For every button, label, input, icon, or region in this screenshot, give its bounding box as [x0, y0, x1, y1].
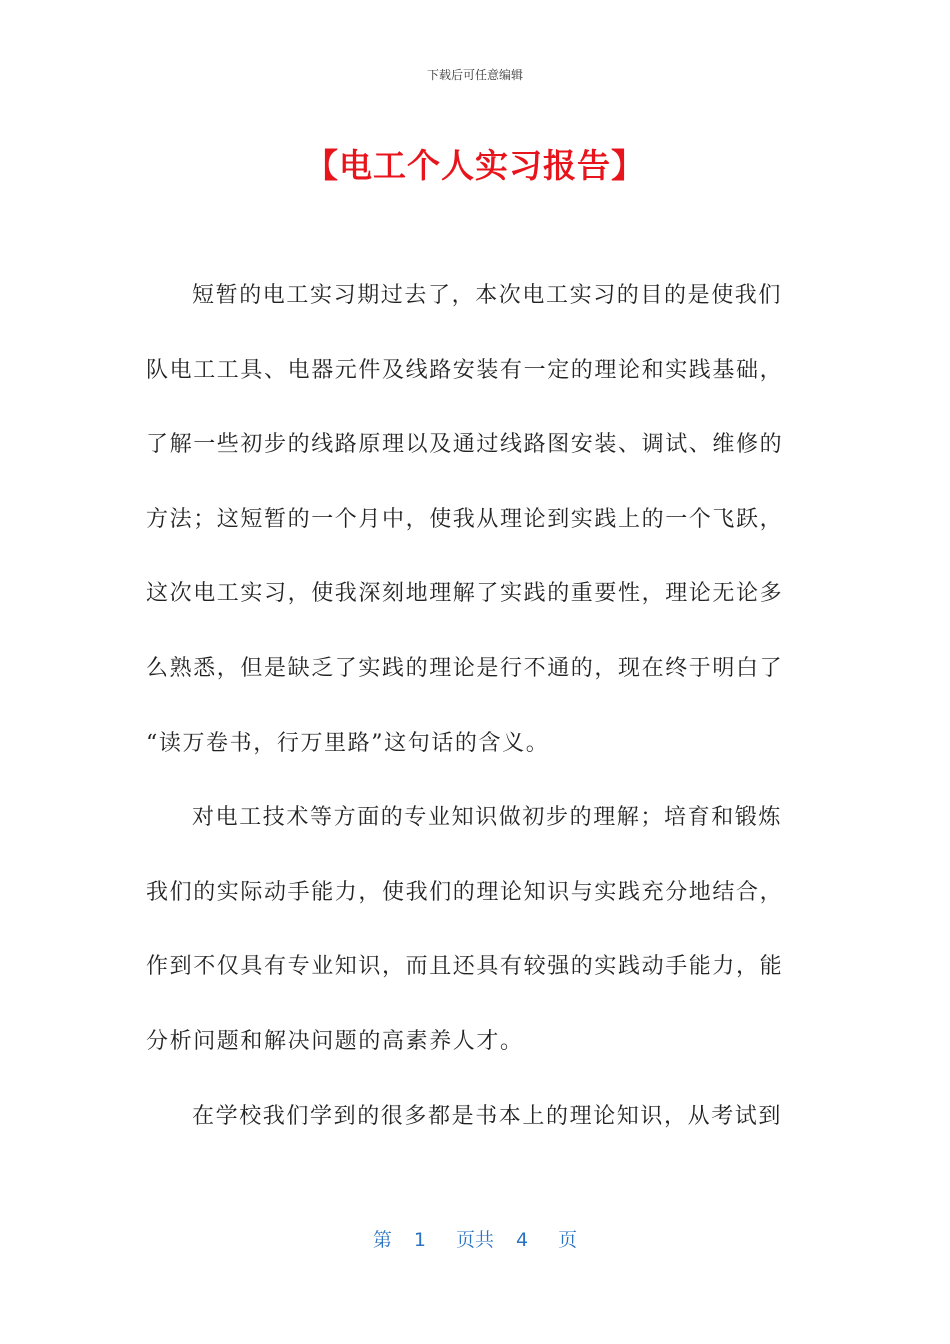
footer-page-mid: 页共 — [455, 1229, 494, 1251]
page-header-note: 下载后可任意编辑 — [426, 68, 523, 82]
document-title: 【电工个人实习报告】 — [305, 146, 645, 185]
paragraph-3-line-1: 在学校我们学到的很多都是书本上的理论知识，从考试到 — [192, 1103, 783, 1129]
page-footer — [0, 1225, 950, 1252]
document-body — [146, 270, 806, 1165]
paragraph-1-line-3: 了解一些初步的线路原理以及通过线路图安装、调试、维修的 — [146, 432, 784, 458]
paragraph-2-line-2: 我们的实际动手能力，使我们的理论知识与实践充分地结合， — [146, 879, 784, 905]
paragraph-2-line-4: 分析问题和解决问题的高素养人才。 — [146, 1028, 524, 1054]
footer-page-current: 1 — [413, 1229, 426, 1251]
footer-page-prefix: 第 — [372, 1229, 392, 1251]
paragraph-1-line-5: 这次电工实习，使我深刻地理解了实践的重要性，理论无论多 — [146, 581, 784, 607]
paragraph-1-line-2: 队电工工具、电器元件及线路安装有一定的理论和实践基础， — [146, 357, 784, 383]
footer-page-total: 4 — [516, 1229, 529, 1251]
paragraph-2-line-3: 作到不仅具有专业知识，而且还具有较强的实践动手能力，能 — [146, 954, 784, 980]
paragraph-1-line-4: 方法；这短暂的一个月中，使我从理论到实践上的一个飞跃， — [146, 506, 784, 532]
footer-page-suffix: 页 — [558, 1229, 578, 1251]
paragraph-2-line-1: 对电工技术等方面的专业知识做初步的理解；培育和锻炼 — [192, 805, 783, 831]
paragraph-1-line-7: “读万卷书，行万里路”这句话的含义。 — [146, 730, 550, 756]
paragraph-1-line-1: 短暂的电工实习期过去了，本次电工实习的目的是使我们 — [192, 283, 783, 308]
paragraph-1-line-6: 么熟悉，但是缺乏了实践的理论是行不通的，现在终于明白了 — [146, 655, 784, 681]
